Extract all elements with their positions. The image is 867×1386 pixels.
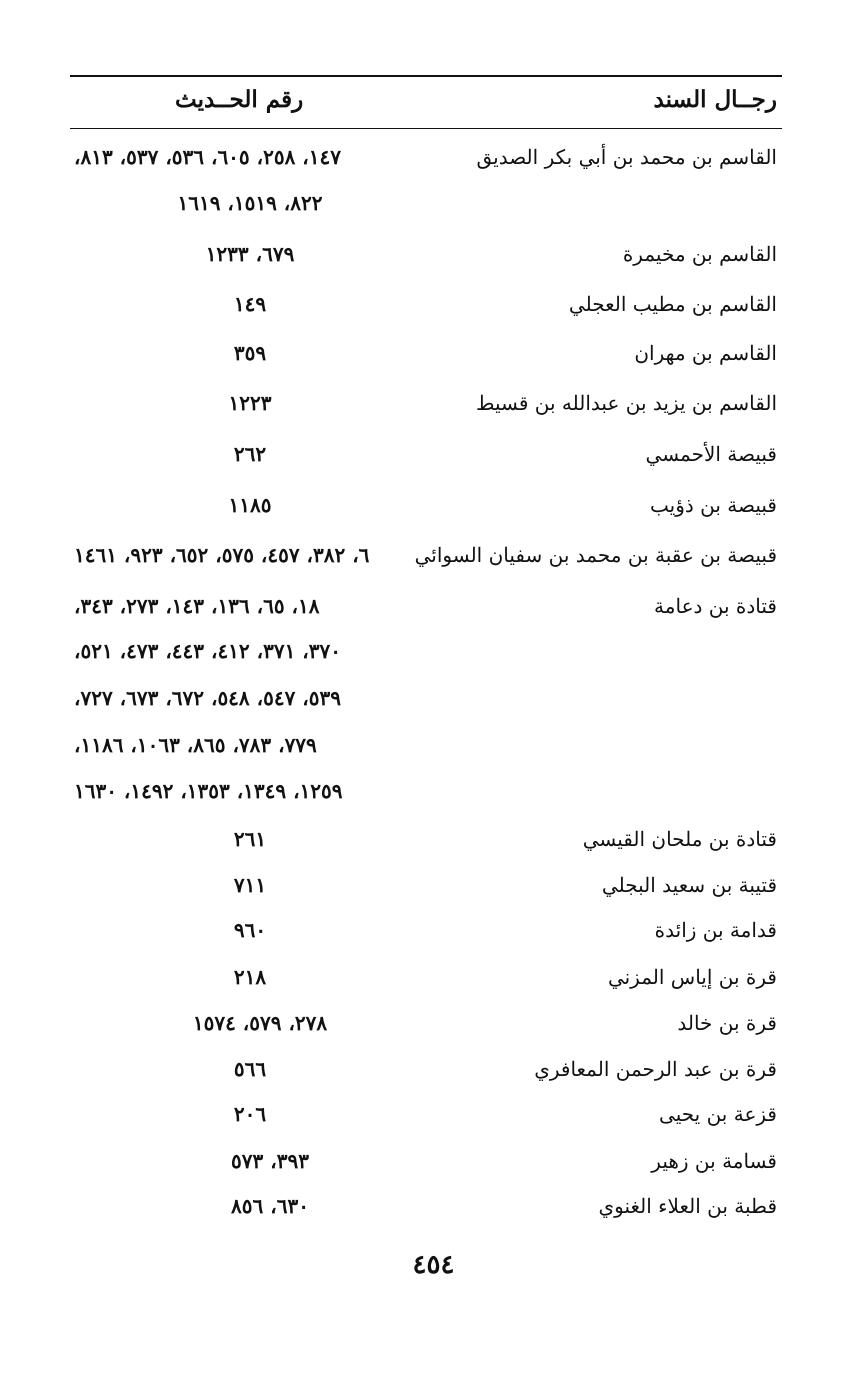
list-item	[0, 675, 867, 721]
narrator-name: قطبة بن العلاء الغنوي	[598, 1194, 777, 1218]
narrator-name: قبيصة بن عقبة بن محمد بن سفيان السوائي	[414, 543, 777, 567]
list-item	[0, 907, 867, 953]
narrator-name: قتيبة بن سعيد البجلي	[601, 873, 777, 897]
hadith-numbers: ٢١٨	[233, 965, 267, 989]
list-item	[0, 380, 867, 426]
narrator-name: قسامة بن زهير	[651, 1149, 777, 1173]
hadith-numbers: ٧٧٩، ٧٨٣، ٨٦٥، ١٠٦٣، ١١٨٦،	[74, 733, 317, 757]
hadith-numbers: ٢٧٨، ٥٧٩، ١٥٧٤	[192, 1011, 328, 1035]
hadith-numbers: ٦٣٠، ٨٥٦	[231, 1194, 309, 1218]
header-top-rule	[70, 75, 782, 77]
list-item	[0, 1091, 867, 1137]
list-item	[0, 816, 867, 862]
page-number: ٤٥٤	[412, 1250, 455, 1280]
list-item	[0, 281, 867, 327]
column-header-narrators: رجــال السند	[653, 86, 777, 113]
narrator-name: القاسم بن مخيمرة	[622, 242, 777, 266]
header-bottom-rule	[70, 128, 782, 129]
list-item	[0, 231, 867, 277]
hadith-numbers: ٦، ٣٨٢، ٤٥٧، ٥٧٥، ٦٥٢، ٩٢٣، ١٤٦١	[74, 543, 370, 567]
narrator-name: قبيصة بن ذؤيب	[650, 493, 777, 517]
list-item	[0, 954, 867, 1000]
list-item	[0, 180, 867, 226]
list-item	[0, 768, 867, 814]
hadith-numbers: ١٤٩	[233, 292, 267, 316]
hadith-numbers: ٩٦٠	[233, 918, 267, 942]
hadith-numbers: ١٨، ٦٥، ١٣٦، ١٤٣، ٢٧٣، ٣٤٣،	[74, 594, 320, 618]
hadith-numbers: ٦٧٩، ١٢٣٣	[205, 242, 295, 266]
hadith-numbers: ١٤٧، ٢٥٨، ٦٠٥، ٥٣٦، ٥٣٧، ٨١٣،	[74, 145, 341, 169]
list-item	[0, 1000, 867, 1046]
hadith-numbers: ٣٩٣، ٥٧٣	[231, 1149, 309, 1173]
narrator-name: القاسم بن مطيب العجلي	[568, 292, 777, 316]
list-item	[0, 1138, 867, 1184]
hadith-numbers: ٣٥٩	[233, 341, 267, 365]
narrator-name: قتادة بن ملحان القيسي	[582, 827, 777, 851]
list-item	[0, 722, 867, 768]
narrator-name: قدامة بن زائدة	[654, 918, 777, 942]
column-header-hadith-number: رقم الحــديث	[175, 86, 304, 113]
hadith-numbers: ٥٦٦	[233, 1057, 267, 1081]
hadith-numbers: ١٢٥٩، ١٣٤٩، ١٣٥٣، ١٤٩٢، ١٦٣٠	[74, 779, 343, 803]
narrator-name: قرة بن إياس المزني	[607, 965, 777, 989]
hadith-numbers: ٢٠٦	[233, 1102, 267, 1126]
hadith-numbers: ١١٨٥	[228, 493, 272, 517]
list-item	[0, 628, 867, 674]
hadith-numbers: ٣٧٠، ٣٧١، ٤١٢، ٤٤٣، ٤٧٣، ٥٢١،	[74, 639, 341, 663]
hadith-numbers: ٨٢٢، ١٥١٩، ١٦١٩	[177, 191, 323, 215]
narrator-name: قرة بن خالد	[677, 1011, 777, 1035]
hadith-numbers: ١٢٢٣	[228, 391, 272, 415]
narrator-name: القاسم بن محمد بن أبي بكر الصديق	[476, 145, 777, 169]
list-item	[0, 532, 867, 578]
list-item	[0, 482, 867, 528]
narrator-name: قرة بن عبد الرحمن المعافري	[534, 1057, 777, 1081]
narrator-name: قبيصة الأحمسي	[645, 442, 777, 466]
narrator-name: القاسم بن مهران	[634, 341, 777, 365]
list-item	[0, 134, 867, 180]
narrator-name: القاسم بن يزيد بن عبدالله بن قسيط	[476, 391, 777, 415]
narrator-name: قتادة بن دعامة	[654, 594, 777, 618]
hadith-numbers: ٥٣٩، ٥٤٧، ٥٤٨، ٦٧٢، ٦٧٣، ٧٢٧،	[74, 686, 341, 710]
list-item	[0, 330, 867, 376]
list-item	[0, 1183, 867, 1229]
hadith-numbers: ٢٦٢	[233, 442, 267, 466]
list-item	[0, 583, 867, 629]
hadith-numbers: ٧١١	[233, 873, 267, 897]
narrator-name: قزعة بن يحيى	[659, 1102, 777, 1126]
list-item	[0, 862, 867, 908]
hadith-numbers: ٢٦١	[233, 827, 267, 851]
list-item	[0, 431, 867, 477]
list-item	[0, 1046, 867, 1092]
